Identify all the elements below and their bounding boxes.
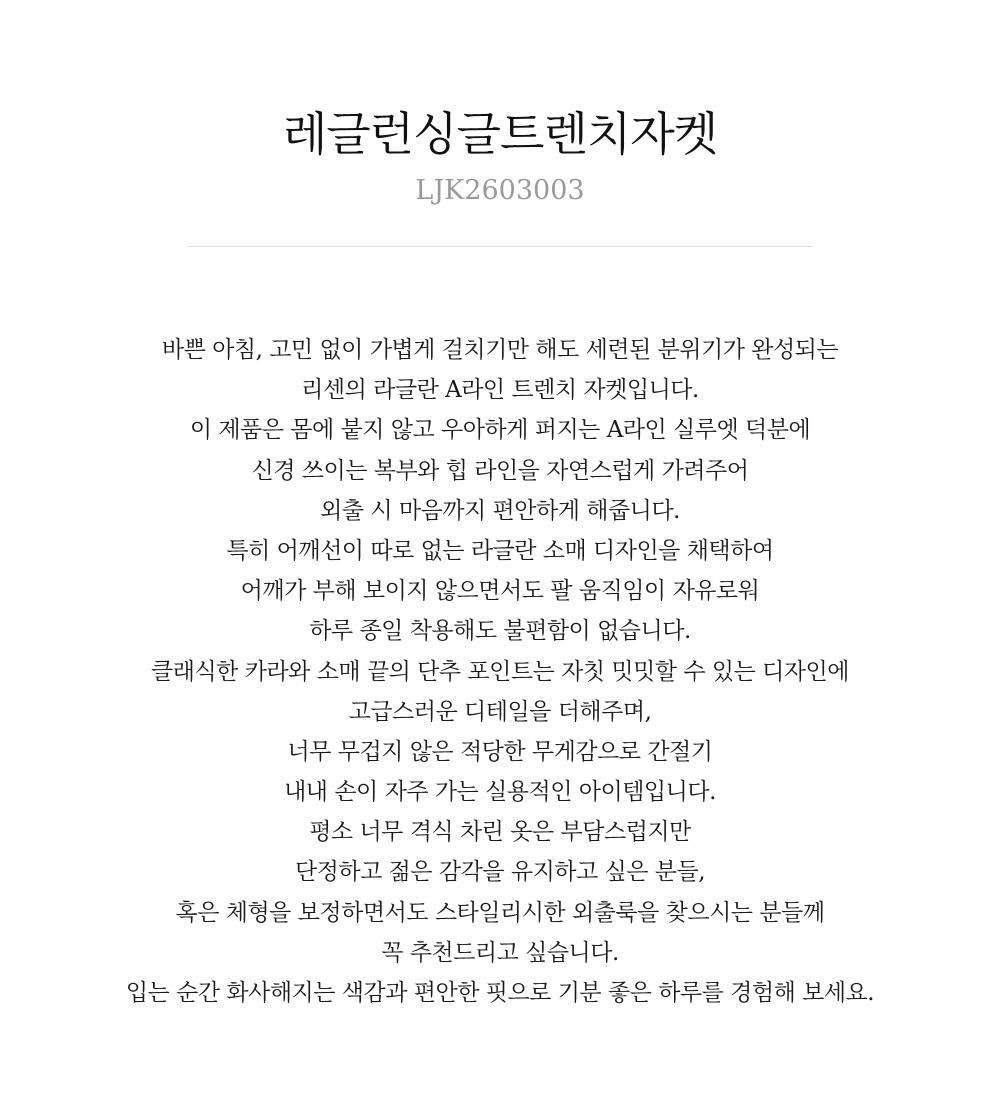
product-code: LJK2603003 bbox=[415, 175, 585, 206]
description-line: 외출 시 마음까지 편안하게 해줍니다. bbox=[320, 497, 680, 524]
description-line: 너무 무겁지 않은 적당한 무게감으로 간절기 bbox=[287, 738, 713, 765]
description-line: 특히 어깨선이 따로 없는 라글란 소매 디자인을 채택하여 bbox=[226, 537, 774, 564]
description-line: 내내 손이 자주 가는 실용적인 아이템입니다. bbox=[284, 779, 716, 806]
description-line: 어깨가 부해 보이지 않으면서도 팔 움직임이 자유로워 bbox=[240, 578, 760, 605]
description-line: 단정하고 젊은 감각을 유지하고 싶은 분들, bbox=[294, 859, 706, 886]
description-line: 하루 종일 착용해도 불편함이 없습니다. bbox=[309, 618, 691, 645]
product-description bbox=[40, 330, 960, 1013]
description-line: 이 제품은 몸에 붙지 않고 우아하게 퍼지는 A라인 실루엣 덕분에 bbox=[189, 417, 811, 444]
title-divider bbox=[188, 246, 813, 247]
description-line: 클래식한 카라와 소매 끝의 단추 포인트는 자칫 밋밋할 수 있는 디자인에 bbox=[151, 658, 849, 685]
description-line: 바쁜 아침, 고민 없이 가볍게 걸치기만 해도 세련된 분위기가 완성되는 bbox=[161, 337, 839, 363]
description-line: 평소 너무 격식 차린 옷은 부담스럽지만 bbox=[309, 819, 691, 846]
description-line: 혹은 체형을 보정하면서도 스타일리시한 외출룩을 찾으시는 분들께 bbox=[175, 899, 825, 926]
description-line: 리센의 라글란 A라인 트렌치 자켓입니다. bbox=[301, 377, 699, 404]
description-line: 꼭 추천드리고 싶습니다. bbox=[381, 939, 619, 966]
description-line: 신경 쓰이는 복부와 힙 라인을 자연스럽게 가려주어 bbox=[251, 457, 749, 484]
product-title: 레글런싱글트렌치자켓 bbox=[282, 107, 718, 161]
description-line: 입는 순간 화사해지는 색감과 편안한 핏으로 기분 좋은 하루를 경험해 보세요. bbox=[125, 980, 875, 1006]
description-line: 고급스러운 디테일을 더해주며, bbox=[348, 698, 652, 725]
